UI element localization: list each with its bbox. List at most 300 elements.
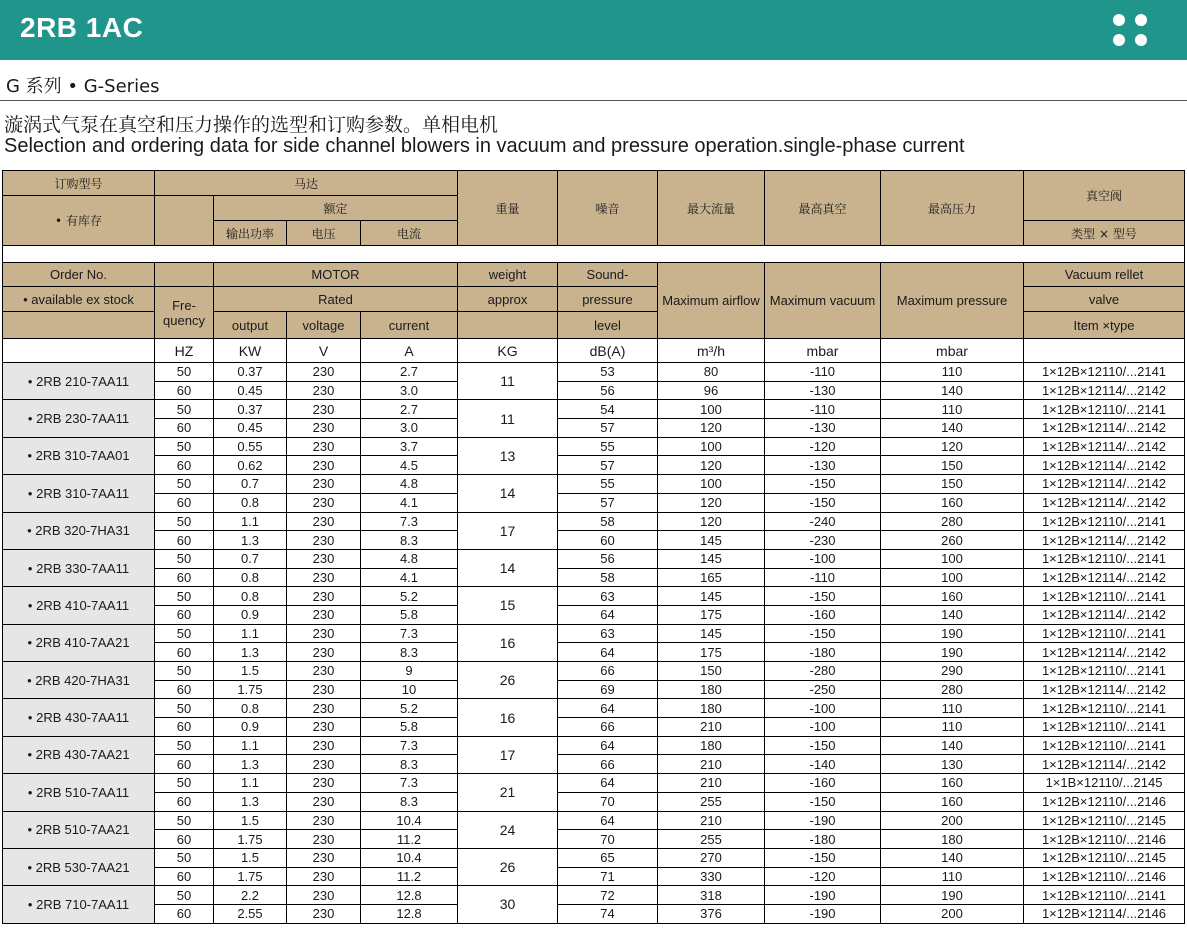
header-rated-cn: 额定	[214, 196, 458, 221]
table-row	[3, 400, 1185, 419]
model-number: • 2RB 410-7AA11	[3, 587, 155, 624]
cell-freq: 50	[155, 437, 214, 456]
cell-valve: 1×12B×12110/...2141	[1024, 549, 1185, 568]
cell-airflow: 318	[658, 886, 765, 905]
cell-pressure: 200	[881, 811, 1024, 830]
cell-output: 1.1	[214, 624, 287, 643]
cell-freq: 60	[155, 605, 214, 624]
model-number: • 2RB 330-7AA11	[3, 549, 155, 586]
model-number: • 2RB 430-7AA11	[3, 699, 155, 736]
cell-pressure: 130	[881, 755, 1024, 774]
cell-freq: 50	[155, 886, 214, 905]
cell-freq: 60	[155, 493, 214, 512]
header-output-cn: 输出功率	[214, 221, 287, 246]
table-row	[3, 549, 1185, 568]
cell-airflow: 120	[658, 419, 765, 438]
cell-sound: 72	[558, 886, 658, 905]
table-row	[3, 493, 1185, 512]
cell-vacuum: -110	[765, 363, 881, 382]
header-weight-cn: 重量	[458, 171, 558, 246]
cell-current: 5.8	[361, 718, 458, 737]
table-row	[3, 662, 1185, 681]
cell-voltage: 230	[287, 848, 361, 867]
cell-voltage: 230	[287, 549, 361, 568]
header-order-no: Order No.	[3, 263, 155, 287]
cell-sound: 64	[558, 736, 658, 755]
cell-current: 7.3	[361, 624, 458, 643]
cell-voltage: 230	[287, 662, 361, 681]
cell-output: 0.7	[214, 475, 287, 494]
unit-cell: mbar	[881, 339, 1024, 363]
cell-vacuum: -180	[765, 830, 881, 849]
cell-sound: 55	[558, 437, 658, 456]
table-row	[3, 531, 1185, 550]
cell-voltage: 230	[287, 643, 361, 662]
cell-current: 12.8	[361, 904, 458, 923]
cell-pressure: 110	[881, 718, 1024, 737]
cell-valve: 1×12B×12114/...2142	[1024, 755, 1185, 774]
cell-freq: 50	[155, 587, 214, 606]
cell-weight: 24	[458, 811, 558, 848]
header-max-flow-cn: 最大流量	[658, 171, 765, 246]
cell-vacuum: -110	[765, 568, 881, 587]
cell-voltage: 230	[287, 792, 361, 811]
cell-freq: 60	[155, 643, 214, 662]
cell-pressure: 280	[881, 512, 1024, 531]
cell-airflow: 255	[658, 792, 765, 811]
cell-airflow: 145	[658, 531, 765, 550]
cell-voltage: 230	[287, 736, 361, 755]
cell-pressure: 190	[881, 643, 1024, 662]
cell-pressure: 110	[881, 699, 1024, 718]
cell-weight: 16	[458, 699, 558, 736]
cell-airflow: 376	[658, 904, 765, 923]
cell-voltage: 230	[287, 587, 361, 606]
cell-pressure: 160	[881, 792, 1024, 811]
cell-current: 7.3	[361, 512, 458, 531]
cell-freq: 50	[155, 736, 214, 755]
page-title: 2RB 1AC	[20, 12, 144, 43]
cell-vacuum: -150	[765, 736, 881, 755]
model-number: • 2RB 310-7AA11	[3, 475, 155, 512]
unit-cell: dB(A)	[558, 339, 658, 363]
cell-voltage: 230	[287, 718, 361, 737]
cell-current: 9	[361, 662, 458, 681]
cell-sound: 64	[558, 643, 658, 662]
cell-valve: 1×12B×12114/...2142	[1024, 531, 1185, 550]
cell-pressure: 140	[881, 381, 1024, 400]
cell-sound: 64	[558, 699, 658, 718]
cell-freq: 50	[155, 811, 214, 830]
cell-weight: 14	[458, 475, 558, 512]
cell-sound: 63	[558, 624, 658, 643]
model-number: • 2RB 210-7AA11	[3, 363, 155, 400]
cell-pressure: 140	[881, 419, 1024, 438]
header-max-vacuum: Maximum vacuum	[765, 263, 881, 339]
cell-sound: 56	[558, 381, 658, 400]
cell-weight: 17	[458, 512, 558, 549]
cell-airflow: 150	[658, 662, 765, 681]
model-number: • 2RB 310-7AA01	[3, 437, 155, 474]
cell-voltage: 230	[287, 568, 361, 587]
cell-vacuum: -100	[765, 699, 881, 718]
cell-valve: 1×12B×12110/...2145	[1024, 811, 1185, 830]
cell-valve: 1×12B×12114/...2142	[1024, 605, 1185, 624]
cell-voltage: 230	[287, 886, 361, 905]
cell-weight: 21	[458, 774, 558, 811]
cell-output: 1.5	[214, 811, 287, 830]
cell-pressure: 290	[881, 662, 1024, 681]
cell-sound: 64	[558, 605, 658, 624]
cell-current: 4.8	[361, 549, 458, 568]
model-number: • 2RB 430-7AA21	[3, 736, 155, 773]
divider	[0, 100, 1187, 101]
cell-vacuum: -120	[765, 867, 881, 886]
cell-pressure: 110	[881, 363, 1024, 382]
cell-freq: 50	[155, 699, 214, 718]
table-row	[3, 475, 1185, 494]
cell-valve: 1×12B×12110/...2146	[1024, 867, 1185, 886]
cell-voltage: 230	[287, 699, 361, 718]
unit-cell	[1024, 339, 1185, 363]
cell-sound: 60	[558, 531, 658, 550]
cell-freq: 60	[155, 680, 214, 699]
cell-output: 2.2	[214, 886, 287, 905]
cell-current: 11.2	[361, 867, 458, 886]
cell-vacuum: -190	[765, 886, 881, 905]
cell-weight: 11	[458, 400, 558, 437]
cell-current: 12.8	[361, 886, 458, 905]
cell-valve: 1×12B×12114/...2142	[1024, 381, 1185, 400]
cell-pressure: 180	[881, 830, 1024, 849]
header-blank-cn	[155, 196, 214, 246]
cell-pressure: 150	[881, 456, 1024, 475]
cell-airflow: 180	[658, 736, 765, 755]
cell-weight: 11	[458, 363, 558, 400]
cell-output: 0.55	[214, 437, 287, 456]
table-row	[3, 718, 1185, 737]
cell-valve: 1×12B×12110/...2145	[1024, 848, 1185, 867]
cell-freq: 60	[155, 867, 214, 886]
cell-weight: 26	[458, 848, 558, 885]
cell-sound: 66	[558, 662, 658, 681]
header-approx: approx	[458, 287, 558, 312]
cell-freq: 60	[155, 718, 214, 737]
cell-vacuum: -140	[765, 755, 881, 774]
header-valve-cn: 真空阀	[1024, 171, 1185, 221]
cell-vacuum: -250	[765, 680, 881, 699]
cell-output: 2.55	[214, 904, 287, 923]
cell-sound: 58	[558, 512, 658, 531]
cell-airflow: 210	[658, 718, 765, 737]
cell-sound: 57	[558, 493, 658, 512]
table-row	[3, 830, 1185, 849]
cell-valve: 1×12B×12110/...2141	[1024, 662, 1185, 681]
cell-valve: 1×12B×12110/...2146	[1024, 830, 1185, 849]
header-weight: weight	[458, 263, 558, 287]
cell-freq: 60	[155, 419, 214, 438]
model-number: • 2RB 420-7HA31	[3, 662, 155, 699]
cell-pressure: 160	[881, 587, 1024, 606]
table-row	[3, 643, 1185, 662]
cell-output: 1.3	[214, 755, 287, 774]
cell-airflow: 180	[658, 680, 765, 699]
cell-sound: 56	[558, 549, 658, 568]
cell-freq: 50	[155, 512, 214, 531]
cell-airflow: 100	[658, 437, 765, 456]
cell-sound: 66	[558, 718, 658, 737]
cell-voltage: 230	[287, 512, 361, 531]
cell-freq: 60	[155, 456, 214, 475]
table-row	[3, 774, 1185, 793]
header-motor: MOTOR	[214, 263, 458, 287]
cell-valve: 1×12B×12110/...2141	[1024, 736, 1185, 755]
unit-cell: A	[361, 339, 458, 363]
cell-output: 0.8	[214, 587, 287, 606]
cell-voltage: 230	[287, 624, 361, 643]
model-number: • 2RB 510-7AA11	[3, 774, 155, 811]
cell-output: 0.8	[214, 493, 287, 512]
table-row	[3, 736, 1185, 755]
cell-vacuum: -150	[765, 848, 881, 867]
cell-weight: 15	[458, 587, 558, 624]
cell-voltage: 230	[287, 400, 361, 419]
unit-cell: KG	[458, 339, 558, 363]
cell-sound: 71	[558, 867, 658, 886]
cell-voltage: 230	[287, 867, 361, 886]
cell-voltage: 230	[287, 419, 361, 438]
cell-output: 0.8	[214, 699, 287, 718]
cell-pressure: 140	[881, 605, 1024, 624]
header-sound-3: level	[558, 312, 658, 339]
cell-output: 1.5	[214, 848, 287, 867]
table-row	[3, 904, 1185, 923]
cell-vacuum: -280	[765, 662, 881, 681]
cell-valve: 1×12B×12114/...2142	[1024, 456, 1185, 475]
cell-sound: 65	[558, 848, 658, 867]
cell-vacuum: -150	[765, 493, 881, 512]
cell-voltage: 230	[287, 456, 361, 475]
cell-freq: 50	[155, 400, 214, 419]
header-max-vacuum-cn: 最高真空	[765, 171, 881, 246]
description-chinese: 漩涡式气泵在真空和压力操作的选型和订购参数。单相电机	[4, 114, 499, 136]
cell-current: 7.3	[361, 736, 458, 755]
cell-weight: 17	[458, 736, 558, 773]
unit-cell: KW	[214, 339, 287, 363]
cell-voltage: 230	[287, 363, 361, 382]
cell-freq: 60	[155, 792, 214, 811]
header-sound-2: pressure	[558, 287, 658, 312]
header-blank-en-2	[3, 312, 155, 339]
header-sound-1: Sound-	[558, 263, 658, 287]
table-row	[3, 680, 1185, 699]
cell-current: 8.3	[361, 755, 458, 774]
selection-table	[2, 170, 1185, 924]
header-blank-en-3	[458, 312, 558, 339]
table-row	[3, 792, 1185, 811]
unit-cell: m³/h	[658, 339, 765, 363]
cell-current: 5.2	[361, 587, 458, 606]
cell-vacuum: -130	[765, 381, 881, 400]
cell-airflow: 145	[658, 587, 765, 606]
cell-vacuum: -190	[765, 904, 881, 923]
table-row	[3, 699, 1185, 718]
cell-current: 10	[361, 680, 458, 699]
header-max-pressure-cn: 最高压力	[881, 171, 1024, 246]
cell-current: 4.1	[361, 568, 458, 587]
cell-airflow: 80	[658, 363, 765, 382]
table-row	[3, 419, 1185, 438]
cell-airflow: 165	[658, 568, 765, 587]
cell-airflow: 210	[658, 755, 765, 774]
cell-freq: 50	[155, 363, 214, 382]
cell-pressure: 200	[881, 904, 1024, 923]
cell-current: 8.3	[361, 531, 458, 550]
cell-pressure: 150	[881, 475, 1024, 494]
header-available: • available ex stock	[3, 287, 155, 312]
cell-valve: 1×1B×12110/...2145	[1024, 774, 1185, 793]
cell-sound: 70	[558, 830, 658, 849]
cell-voltage: 230	[287, 680, 361, 699]
cell-vacuum: -120	[765, 437, 881, 456]
cell-airflow: 210	[658, 811, 765, 830]
cell-output: 0.37	[214, 400, 287, 419]
cell-sound: 66	[558, 755, 658, 774]
cell-pressure: 100	[881, 568, 1024, 587]
cell-valve: 1×12B×12110/...2141	[1024, 400, 1185, 419]
model-number: • 2RB 410-7AA21	[3, 624, 155, 661]
cell-output: 0.9	[214, 718, 287, 737]
cell-valve: 1×12B×12110/...2141	[1024, 699, 1185, 718]
cell-weight: 14	[458, 549, 558, 586]
table-row	[3, 568, 1185, 587]
cell-pressure: 160	[881, 774, 1024, 793]
cell-pressure: 100	[881, 549, 1024, 568]
cell-freq: 60	[155, 755, 214, 774]
cell-output: 1.1	[214, 774, 287, 793]
cell-current: 10.4	[361, 848, 458, 867]
cell-vacuum: -190	[765, 811, 881, 830]
cell-output: 0.45	[214, 419, 287, 438]
model-number: • 2RB 510-7AA21	[3, 811, 155, 848]
table-row	[3, 624, 1185, 643]
cell-vacuum: -160	[765, 774, 881, 793]
cell-airflow: 330	[658, 867, 765, 886]
cell-weight: 13	[458, 437, 558, 474]
cell-sound: 63	[558, 587, 658, 606]
cell-sound: 57	[558, 456, 658, 475]
cell-current: 8.3	[361, 792, 458, 811]
cell-valve: 1×12B×12114/...2146	[1024, 904, 1185, 923]
cell-vacuum: -150	[765, 475, 881, 494]
cell-valve: 1×12B×12110/...2146	[1024, 792, 1185, 811]
cell-sound: 74	[558, 904, 658, 923]
cell-current: 10.4	[361, 811, 458, 830]
cell-freq: 50	[155, 624, 214, 643]
cell-sound: 55	[558, 475, 658, 494]
model-number: • 2RB 320-7HA31	[3, 512, 155, 549]
cell-voltage: 230	[287, 605, 361, 624]
cell-vacuum: -100	[765, 718, 881, 737]
cell-vacuum: -150	[765, 792, 881, 811]
cell-output: 0.8	[214, 568, 287, 587]
cell-voltage: 230	[287, 755, 361, 774]
cell-freq: 50	[155, 848, 214, 867]
header-rated: Rated	[214, 287, 458, 312]
cell-valve: 1×12B×12114/...2142	[1024, 437, 1185, 456]
cell-sound: 58	[558, 568, 658, 587]
cell-airflow: 270	[658, 848, 765, 867]
cell-sound: 64	[558, 811, 658, 830]
cell-voltage: 230	[287, 381, 361, 400]
cell-current: 4.5	[361, 456, 458, 475]
units-row	[3, 339, 1185, 363]
cell-vacuum: -100	[765, 549, 881, 568]
cell-valve: 1×12B×12110/...2141	[1024, 587, 1185, 606]
cell-current: 4.1	[361, 493, 458, 512]
cell-airflow: 100	[658, 475, 765, 494]
cell-valve: 1×12B×12114/...2142	[1024, 643, 1185, 662]
cell-voltage: 230	[287, 904, 361, 923]
cell-output: 1.5	[214, 662, 287, 681]
cell-vacuum: -240	[765, 512, 881, 531]
cell-current: 5.8	[361, 605, 458, 624]
cell-current: 3.0	[361, 419, 458, 438]
cell-valve: 1×12B×12110/...2141	[1024, 363, 1185, 382]
cell-airflow: 180	[658, 699, 765, 718]
header-current-cn: 电流	[361, 221, 458, 246]
cell-airflow: 120	[658, 493, 765, 512]
cell-vacuum: -150	[765, 587, 881, 606]
header-output: output	[214, 312, 287, 339]
header-blank-en	[155, 263, 214, 287]
table-row	[3, 848, 1185, 867]
header-current: current	[361, 312, 458, 339]
model-number: • 2RB 530-7AA21	[3, 848, 155, 885]
cell-pressure: 110	[881, 400, 1024, 419]
cell-pressure: 160	[881, 493, 1024, 512]
cell-current: 2.7	[361, 400, 458, 419]
cell-valve: 1×12B×12114/...2142	[1024, 568, 1185, 587]
table-row	[3, 381, 1185, 400]
cell-output: 0.37	[214, 363, 287, 382]
cell-freq: 50	[155, 475, 214, 494]
table-row	[3, 811, 1185, 830]
header-voltage: voltage	[287, 312, 361, 339]
cell-current: 3.0	[361, 381, 458, 400]
cell-vacuum: -150	[765, 624, 881, 643]
cell-pressure: 110	[881, 867, 1024, 886]
cell-airflow: 210	[658, 774, 765, 793]
model-number: • 2RB 710-7AA11	[3, 886, 155, 923]
header-row-cn-1	[3, 171, 1185, 196]
cell-voltage: 230	[287, 437, 361, 456]
cell-voltage: 230	[287, 531, 361, 550]
unit-cell	[3, 339, 155, 363]
cell-output: 1.1	[214, 736, 287, 755]
cell-pressure: 140	[881, 848, 1024, 867]
unit-cell: mbar	[765, 339, 881, 363]
cell-airflow: 145	[658, 549, 765, 568]
cell-valve: 1×12B×12114/...2142	[1024, 419, 1185, 438]
cell-voltage: 230	[287, 475, 361, 494]
cell-output: 1.3	[214, 531, 287, 550]
header-valve-2: valve	[1024, 287, 1185, 312]
cell-current: 7.3	[361, 774, 458, 793]
cell-valve: 1×12B×12114/...2142	[1024, 475, 1185, 494]
cell-current: 5.2	[361, 699, 458, 718]
cell-pressure: 280	[881, 680, 1024, 699]
